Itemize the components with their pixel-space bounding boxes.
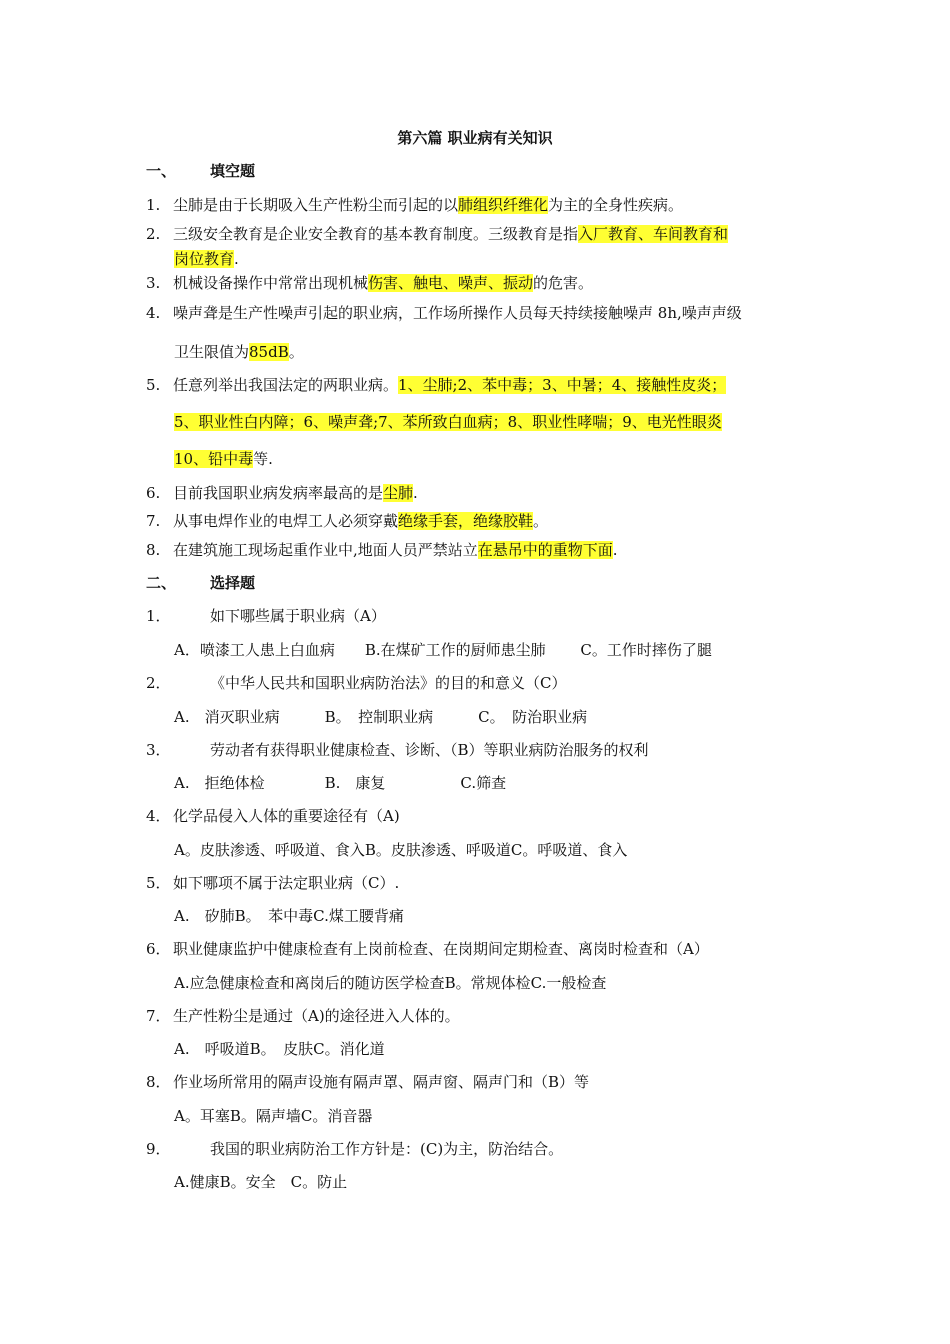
answer-highlight: 绝缘手套，绝缘胶鞋: [398, 512, 534, 530]
choice-question: 6． 职业健康监护中健康检查有上岗前检查、在岗期间定期检查、离岗时检查和（A）: [146, 940, 709, 958]
choice-options: A.健康B。安全 C。防止: [174, 1173, 348, 1191]
choice-question: 9． 我国的职业病防治工作方针是：(C)为主，防治结合。: [146, 1140, 564, 1158]
choice-question: 4． 化学品侵入人体的重要途径有（A): [146, 807, 400, 825]
choice-options: A. 消灭职业病 B。 控制职业病 C。 防治职业病: [174, 708, 588, 726]
choice-options: A. 拒绝体检 B. 康复 C.筛查: [174, 774, 507, 792]
answer-highlight: 在悬吊中的重物下面: [477, 541, 613, 559]
choice-question: 7． 生产性粉尘是通过（A)的途径进入人体的。: [146, 1007, 460, 1025]
fill-question: 6. 目前我国职业病发病率最高的是尘肺.: [146, 484, 418, 502]
answer-highlight: 尘肺: [383, 484, 414, 502]
answer-highlight: 入厂教育、车间教育和: [578, 225, 729, 243]
choice-options: A.应急健康检查和离岗后的随访医学检查B。常规体检C.一般检查: [174, 974, 607, 992]
choice-options: A。皮肤渗透、呼吸道、食入B。皮肤渗透、呼吸道C。呼吸道、食入: [174, 841, 628, 859]
answer-highlight: 85dB: [249, 343, 289, 361]
fill-question: 4. 噪声聋是生产性噪声引起的职业病，工作场所操作人员每天持续接触噪声 8h,噪声声级: [146, 304, 742, 322]
section-number: 一、: [146, 162, 177, 180]
choice-options: A. 矽肺B。 苯中毒C.煤工腰背痛: [174, 907, 404, 925]
answer-highlight: 10、铅中毒: [174, 450, 254, 468]
fill-question-continued: [174, 411, 722, 432]
answer-highlight: 5、职业性白内障；6、噪声聋;7、苯所致白血病；8、职业性哮喘；9、电光性眼炎: [174, 413, 722, 431]
fill-question-continued: 岗位教育.: [174, 250, 239, 268]
section-label: 选择题: [210, 574, 256, 592]
section-number: 二、: [146, 574, 177, 592]
fill-question-continued: 卫生限值为85dB。: [174, 343, 304, 361]
section-label: 填空题: [210, 162, 256, 180]
section-heading-choice: [146, 572, 255, 593]
answer-highlight: 岗位教育: [174, 250, 235, 268]
answer-highlight: 肺组织纤维化: [458, 196, 549, 214]
choice-question: 8． 作业场所常用的隔声设施有隔声罩、隔声窗、隔声门和（B）等: [146, 1073, 590, 1091]
answer-highlight: 伤害、触电、噪声、振动: [368, 274, 534, 292]
choice-options: A. 呼吸道B。 皮肤C。消化道: [174, 1040, 385, 1058]
choice-question: 1． 如下哪些属于职业病（A）: [146, 607, 386, 625]
fill-question: 8. 在建筑施工现场起重作业中,地面人员严禁站立在悬吊中的重物下面.: [146, 541, 618, 559]
choice-options: A．喷漆工人患上白血病 B.在煤矿工作的厨师患尘肺 C。工作时摔伤了腿: [174, 641, 712, 659]
page-title: 第六篇 职业病有关知识: [397, 129, 553, 147]
choice-question: 5． 如下哪项不属于法定职业病（C）.: [146, 874, 400, 892]
fill-question: 1. 尘肺是由于长期吸入生产性粉尘而引起的以肺组织纤维化为主的全身性疾病。: [146, 196, 684, 214]
fill-question: 5. 任意列举出我国法定的两职业病。1、尘肺;2、苯中毒；3、中暑；4、接触性皮炎；: [146, 376, 727, 394]
choice-options: A。耳塞B。隔声墙C。消音器: [174, 1107, 373, 1125]
fill-question: 2. 三级安全教育是企业安全教育的基本教育制度。三级教育是指入厂教育、车间教育和: [146, 225, 729, 243]
fill-question-continued: 10、铅中毒等.: [174, 450, 273, 468]
answer-highlight: 1、尘肺;2、苯中毒；3、中暑；4、接触性皮炎；: [398, 376, 727, 394]
choice-question: 2． 《中华人民共和国职业病防治法》的目的和意义（C）: [146, 674, 567, 692]
fill-question: 3. 机械设备操作中常常出现机械伤害、触电、噪声、振动的危害。: [146, 274, 594, 292]
choice-question: 3． 劳动者有获得职业健康检查、诊断、（B）等职业病防治服务的权利: [146, 741, 649, 759]
fill-question: 7. 从事电焊作业的电焊工人必须穿戴绝缘手套，绝缘胶鞋。: [146, 512, 549, 530]
section-heading-fill: [146, 160, 255, 181]
